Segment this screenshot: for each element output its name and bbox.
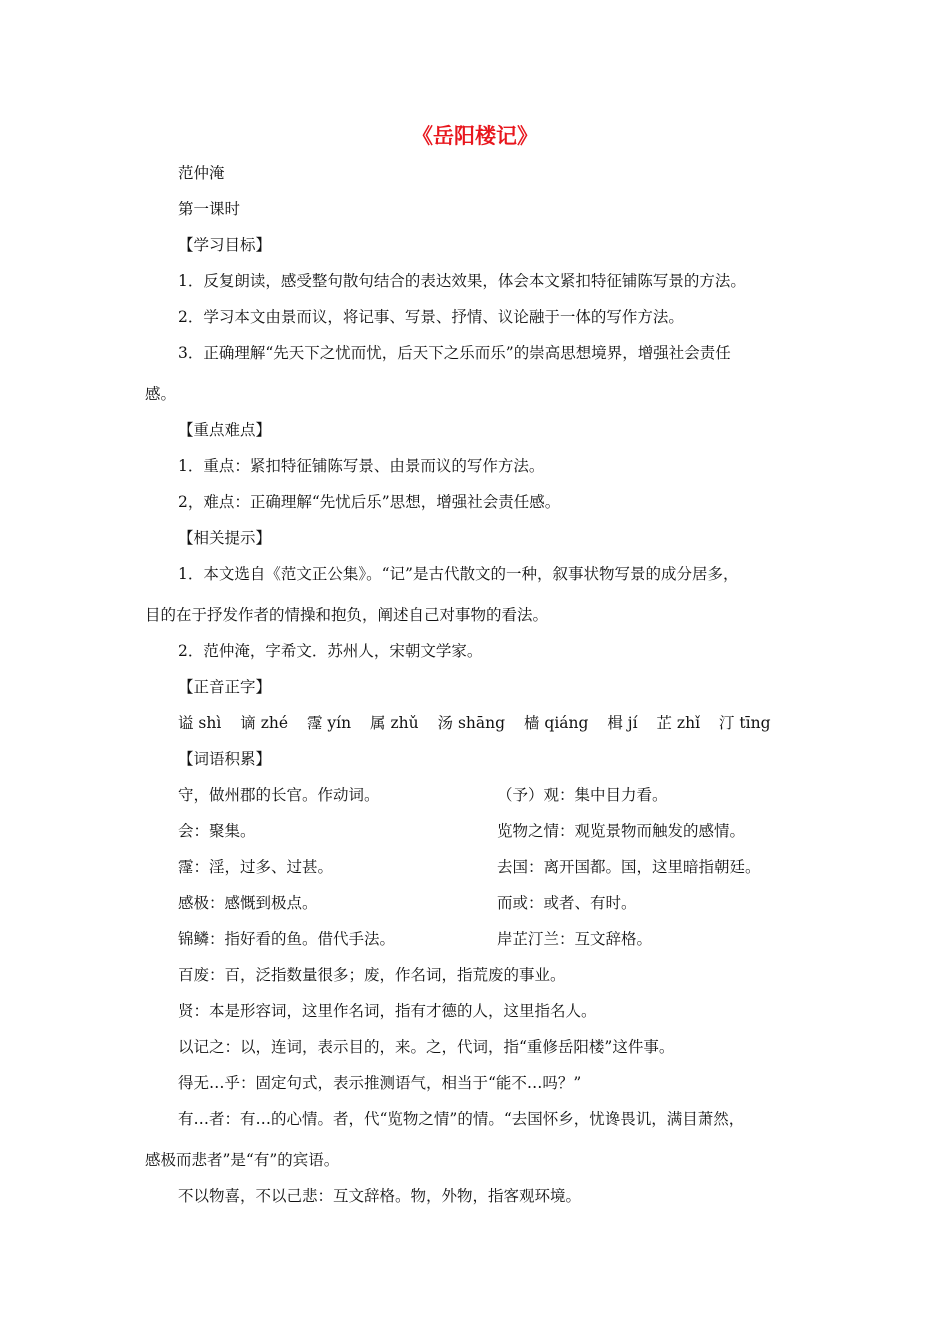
lesson-label: 第一课时 [178,200,241,218]
vocab-left-4: 感极：感慨到极点。 [178,894,318,912]
vocab-left-3: 霪：淫，过多、过甚。 [178,858,334,876]
pron-item: 楫 jí [607,714,638,732]
vocab-item-cont: 感极而悲者”是“有”的宾语。 [145,1151,340,1169]
vocab-item: 有…者：有…的心情。者，代“览物之情”的情。“去国怀乡，忧谗畏讥，满目萧然， [178,1110,745,1128]
vocab-right-5: 岸芷汀兰：互文辞格。 [497,930,653,948]
vocab-left-1: 守，做州郡的长官。作动词。 [178,786,380,804]
goals-header: 【学习目标】 [178,236,272,254]
vocab-right-3: 去国：离开国都。国，这里暗指朝廷。 [497,858,761,876]
pron-item: 樯 qiáng [523,714,589,732]
key-1: 1．重点：紧扣特征铺陈写景、由景而议的写作方法。 [178,457,545,475]
vocab-right-1: （予）观：集中目力看。 [497,786,668,804]
pron-header: 【正音正字】 [178,678,272,696]
vocab-right-4: 而或：或者、有时。 [497,894,637,912]
vocab-right-2: 览物之情：观览景物而触发的感情。 [497,822,746,840]
author: 范仲淹 [178,164,225,182]
key-2: 2，难点：正确理解“先忧后乐”思想，增强社会责任感。 [178,493,561,511]
vocab-left-2: 会：聚集。 [178,822,256,840]
pron-item: 谪 zhé [240,714,289,732]
vocab-item: 贤：本是形容词，这里作名词，指有才德的人，这里指名人。 [178,1002,597,1020]
goal-1: 1．反复朗读，感受整句散句结合的表达效果，体会本文紧扣特征铺陈写景的方法。 [178,272,746,290]
vocab-left-5: 锦鳞：指好看的鱼。借代手法。 [178,930,396,948]
pron-item: 霪 yín [306,714,352,732]
pron-item: 属 zhǔ [370,714,419,732]
tip-1-cont: 目的在于抒发作者的情操和抱负，阐述自己对事物的看法。 [145,606,549,624]
pron-item: 汤 shāng [437,714,506,732]
tips-header: 【相关提示】 [178,529,272,547]
vocab-item: 不以物喜，不以己悲：互文辞格。物，外物，指客观环境。 [178,1187,582,1205]
vocab-item: 以记之：以，连词，表示目的，来。之，代词，指“重修岳阳楼”这件事。 [178,1038,675,1056]
goal-3-cont: 感。 [145,385,177,403]
pron-item: 汀 tīng [718,714,771,732]
goal-3: 3．正确理解“先天下之忧而忧，后天下之乐而乐”的崇高思想境界，增强社会责任 [178,344,731,362]
key-header: 【重点难点】 [178,421,272,439]
page-title: 《岳阳楼记》 [412,123,538,148]
pron-item: 谥 shì [178,714,222,732]
tip-2: 2．范仲淹，字希文．苏州人，宋朝文学家。 [178,642,483,660]
vocab-item: 百废：百，泛指数量很多；废，作名词，指荒废的事业。 [178,966,566,984]
vocab-item: 得无…乎：固定句式，表示推测语气，相当于“能不…吗？” [178,1074,582,1092]
pron-list [178,712,785,734]
pron-item: 芷 zhǐ [656,714,701,732]
tip-1: 1．本文选自《范文正公集》。“记”是古代散文的一种，叙事状物写景的成分居多， [178,565,739,583]
goal-2: 2．学习本文由景而议，将记事、写景、抒情、议论融于一体的写作方法。 [178,308,684,326]
vocab-header: 【词语积累】 [178,750,272,768]
